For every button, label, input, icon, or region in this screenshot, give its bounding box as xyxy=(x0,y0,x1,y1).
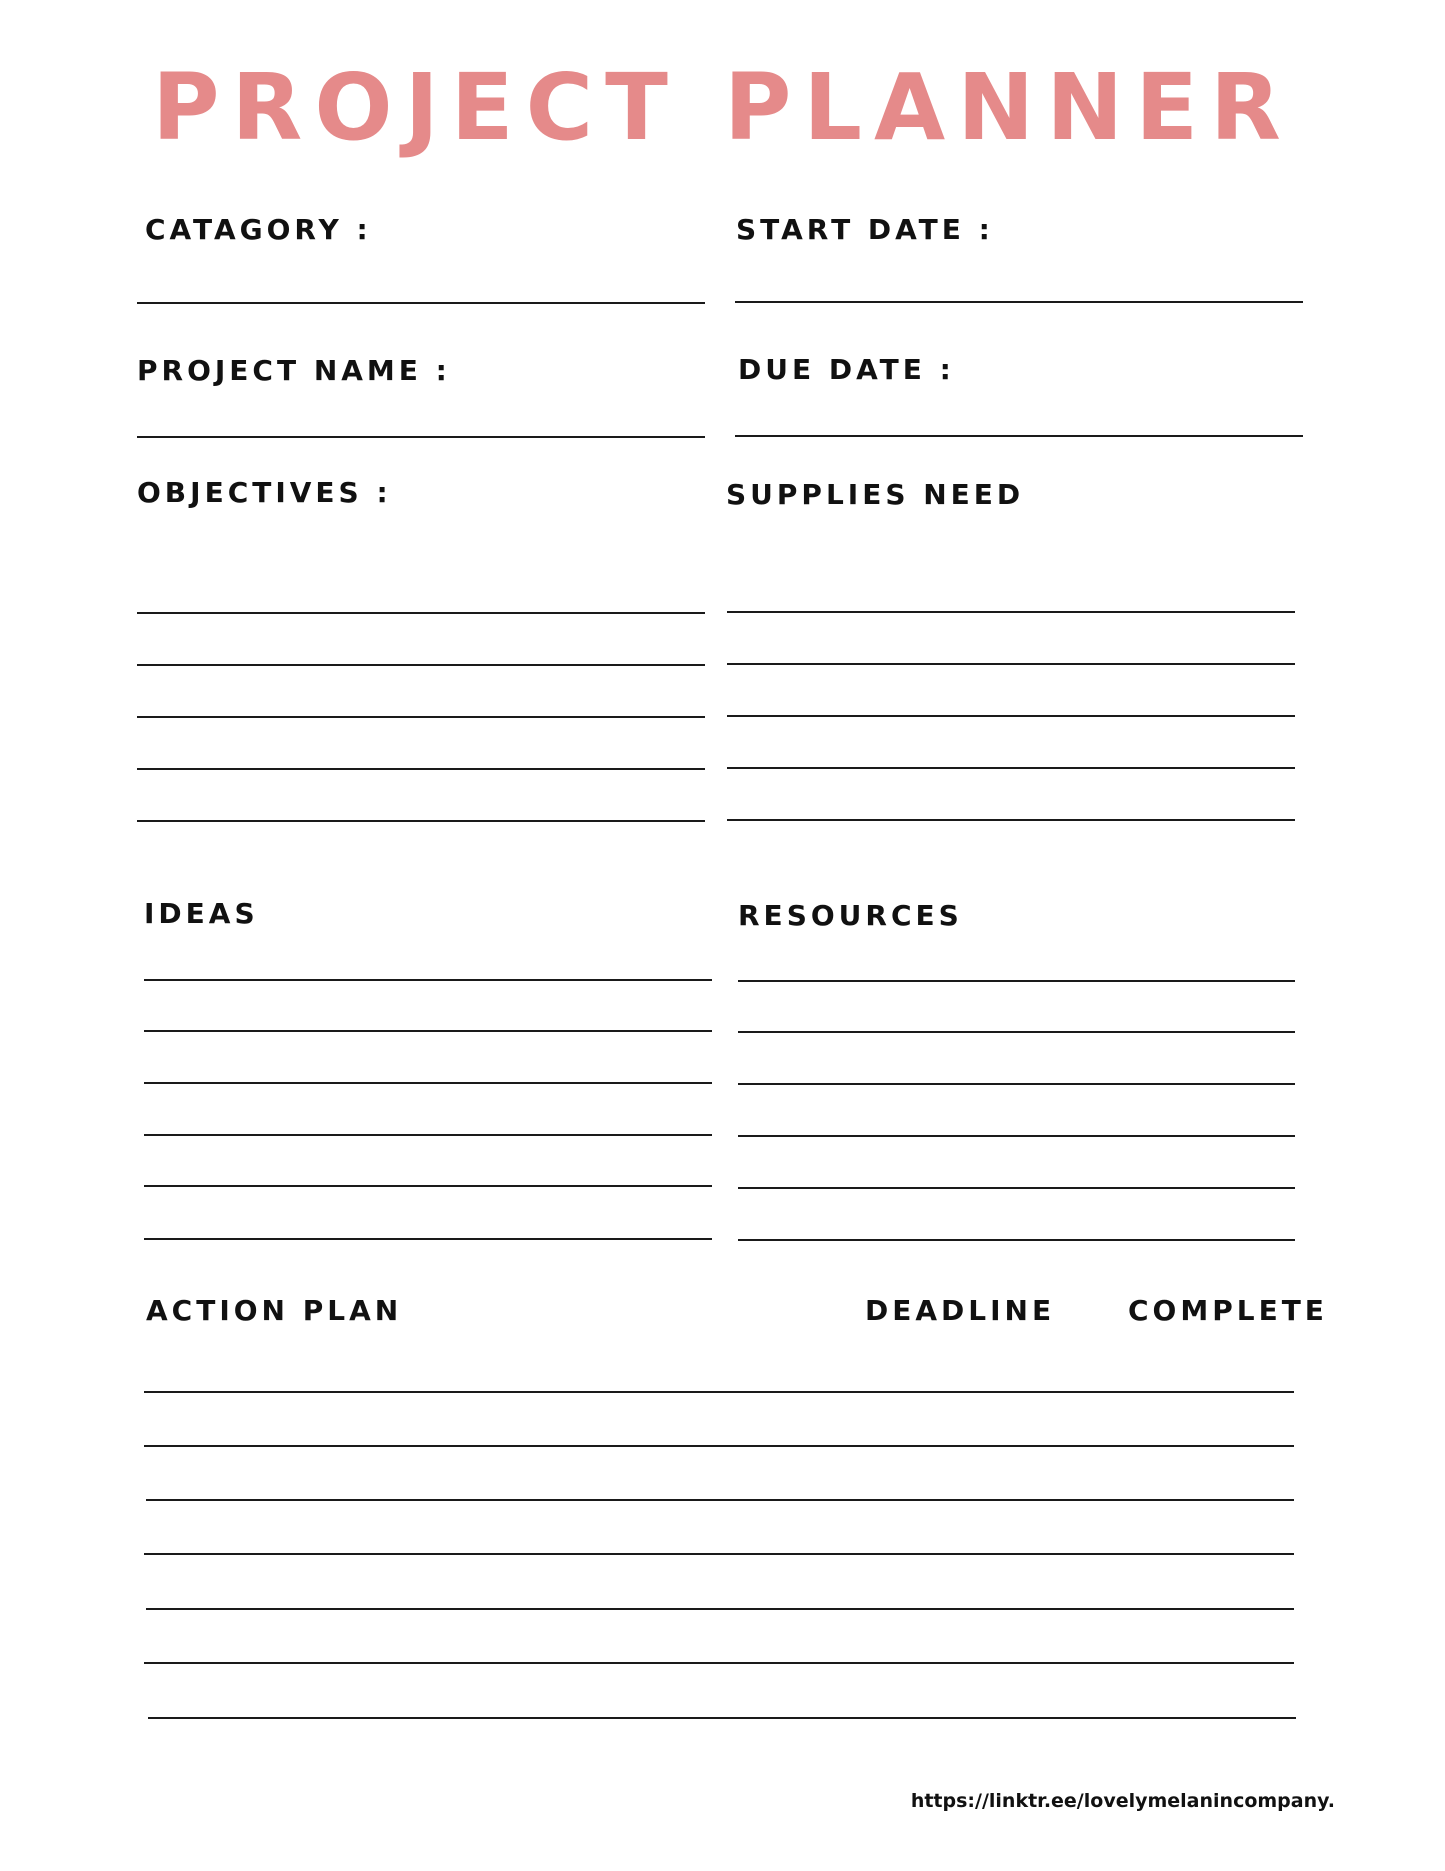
supplies-line[interactable] xyxy=(727,715,1295,717)
objectives-line[interactable] xyxy=(137,768,705,770)
ideas-line[interactable] xyxy=(144,1082,712,1084)
resources-line[interactable] xyxy=(738,980,1295,982)
objectives-label: OBJECTIVES : xyxy=(137,476,392,509)
objectives-line[interactable] xyxy=(137,820,705,822)
footer-link[interactable]: https://linktr.ee/lovelymelanincompany. xyxy=(910,1790,1335,1812)
ideas-label: IDEAS xyxy=(144,897,259,930)
action-plan-line[interactable] xyxy=(144,1445,1294,1447)
resources-label: RESOURCES xyxy=(738,899,963,932)
category-line[interactable] xyxy=(137,302,705,304)
objectives-line[interactable] xyxy=(137,664,705,666)
action-plan-line[interactable] xyxy=(146,1499,1294,1501)
action-plan-label: ACTION PLAN xyxy=(146,1294,403,1327)
ideas-line[interactable] xyxy=(144,979,712,981)
due-date-line[interactable] xyxy=(735,435,1303,437)
ideas-line[interactable] xyxy=(144,1185,712,1187)
supplies-line[interactable] xyxy=(727,819,1295,821)
supplies-line[interactable] xyxy=(727,611,1295,613)
action-plan-line[interactable] xyxy=(144,1391,1294,1393)
project-name-label: PROJECT NAME : xyxy=(137,354,451,387)
project-name-line[interactable] xyxy=(137,436,705,438)
objectives-line[interactable] xyxy=(137,716,705,718)
resources-line[interactable] xyxy=(738,1187,1295,1189)
page-title: PROJECT PLANNER xyxy=(152,54,1293,161)
resources-line[interactable] xyxy=(738,1083,1295,1085)
action-plan-line[interactable] xyxy=(148,1717,1296,1719)
due-date-label: DUE DATE : xyxy=(738,353,955,386)
start-date-line[interactable] xyxy=(735,301,1303,303)
action-plan-line[interactable] xyxy=(146,1608,1294,1610)
action-plan-line[interactable] xyxy=(144,1662,1294,1664)
supplies-line[interactable] xyxy=(727,663,1295,665)
objectives-line[interactable] xyxy=(137,612,705,614)
start-date-label: START DATE : xyxy=(736,213,994,246)
ideas-line[interactable] xyxy=(144,1238,712,1240)
ideas-line[interactable] xyxy=(144,1134,712,1136)
resources-line[interactable] xyxy=(738,1239,1295,1241)
category-label: CATAGORY : xyxy=(145,213,372,246)
deadline-label: DEADLINE xyxy=(865,1294,1056,1327)
resources-line[interactable] xyxy=(738,1135,1295,1137)
supplies-line[interactable] xyxy=(727,767,1295,769)
action-plan-line[interactable] xyxy=(144,1553,1294,1555)
ideas-line[interactable] xyxy=(144,1030,712,1032)
supplies-need-label: SUPPLIES NEED xyxy=(726,478,1025,511)
complete-label: COMPLETE xyxy=(1128,1294,1328,1327)
resources-line[interactable] xyxy=(738,1031,1295,1033)
